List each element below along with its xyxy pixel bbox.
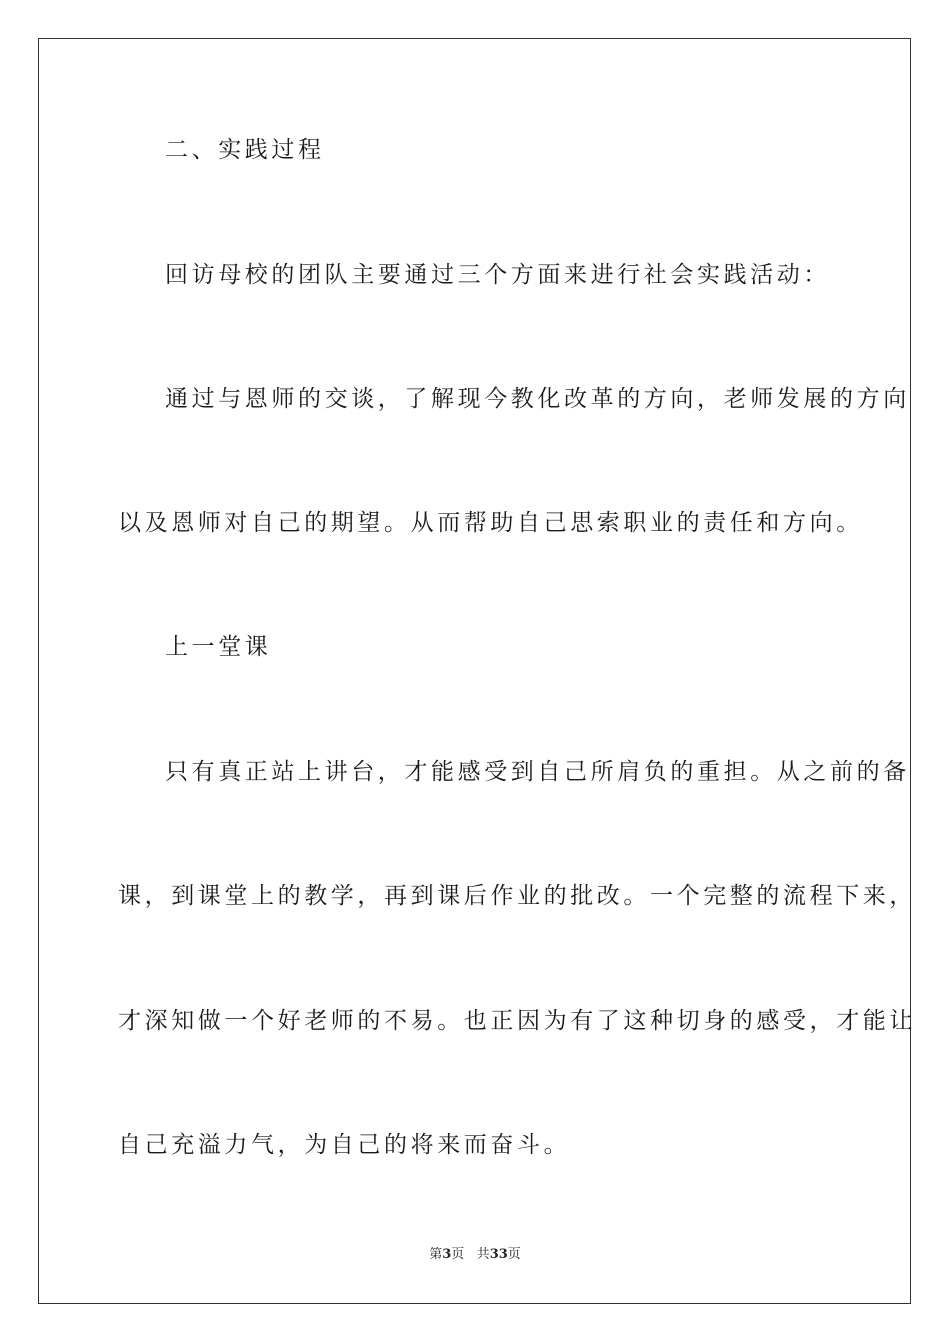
subsection-heading: 上一堂课 [165,634,272,660]
page-suffix: 页 [451,1247,465,1262]
paragraph-line: 回访母校的团队主要通过三个方面来进行社会实践活动： [165,262,830,288]
paragraph-line: 通过与恩师的交谈，了解现今教化改革的方向，老师发展的方向 [165,386,910,412]
total-suffix: 页 [507,1247,521,1262]
total-prefix: 共 [476,1247,490,1262]
page-prefix: 第 [429,1247,443,1262]
page-footer [0,1246,950,1264]
paragraph-line: 只有真正站上讲台，才能感受到自己所肩负的重担。从之前的备 [165,759,910,785]
page-number: 3 [442,1247,452,1262]
paragraph-line: 以及恩师对自己的期望。从而帮助自己思索职业的责任和方向。 [118,510,863,536]
paragraph-line: 才深知做一个好老师的不易。也正因为有了这种切身的感受，才能让 [118,1008,916,1034]
total-pages: 33 [489,1247,508,1262]
paragraph-line: 自己充溢力气，为自己的将来而奋斗。 [118,1132,571,1158]
section-heading: 二、实践过程 [165,137,325,163]
page-border [38,38,911,1304]
paragraph-line: 课，到课堂上的教学，再到课后作业的批改。一个完整的流程下来， [118,883,916,909]
